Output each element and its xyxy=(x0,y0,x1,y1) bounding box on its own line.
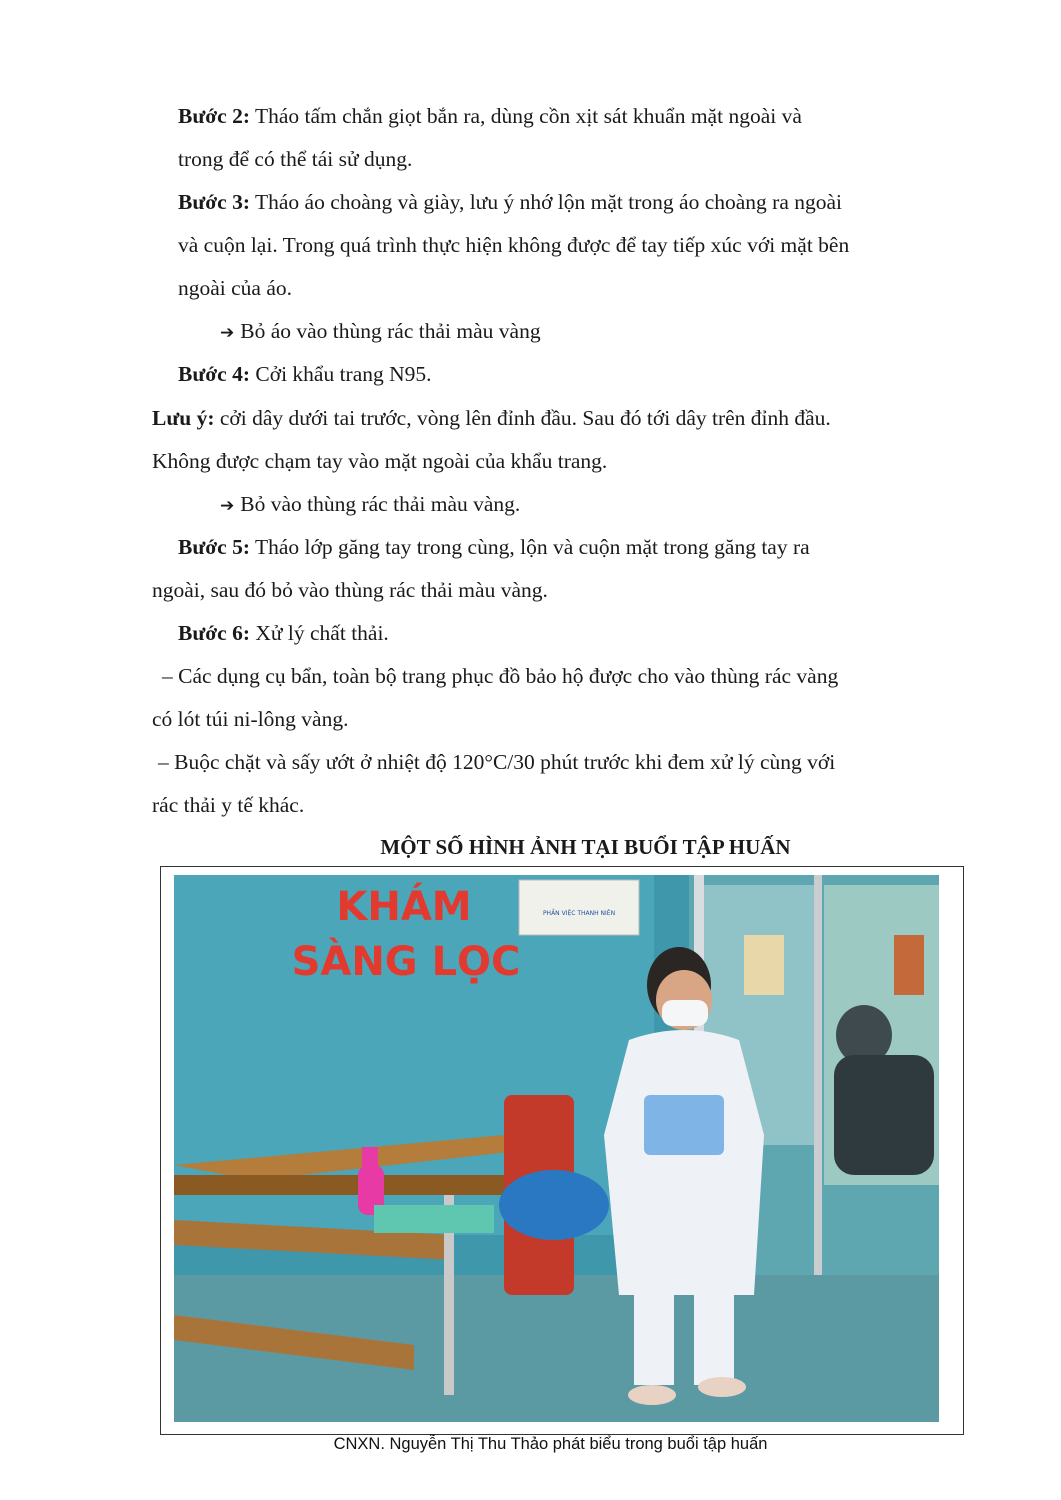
step-label: Bước 3: xyxy=(178,190,250,214)
step-label: Lưu ý: xyxy=(152,406,215,430)
step-text: Tháo lớp găng tay trong cùng, lộn và cuộn mặt trong găng tay ra xyxy=(249,535,810,559)
step-label: Bước 2: xyxy=(178,104,250,128)
training-scene-illustration xyxy=(174,875,939,1422)
training-photo xyxy=(174,875,939,1422)
step-text: và cuộn lại. Trong quá trình thực hiện không được để tay tiếp xúc với mặt bên xyxy=(178,233,850,257)
step-text: ngoài, sau đó bỏ vào thùng rác thải màu vàng. xyxy=(152,578,548,602)
text-line-s3a xyxy=(178,188,842,216)
text-line-s3c xyxy=(178,274,292,302)
step-text: có lót túi ni-lông vàng. xyxy=(152,707,349,731)
step-text: – Các dụng cụ bẩn, toàn bộ trang phục đồ bảo hộ được cho vào thùng rác vàng xyxy=(162,664,839,688)
step-text: cởi dây dưới tai trước, vòng lên đỉnh đầu. Sau đó tới dây trên đỉnh đầu. xyxy=(214,406,831,430)
step-text: – Buộc chặt và sấy ướt ở nhiệt độ 120°C/30 phút trước khi đem xử lý cùng với xyxy=(158,750,836,774)
text-line-s6d xyxy=(158,748,835,776)
step-text: rác thải y tế khác. xyxy=(152,793,305,817)
step-text: Tháo áo choàng và giày, lưu ý nhớ lộn mặt trong áo choàng ra ngoài xyxy=(249,190,843,214)
text-line-s4a xyxy=(178,360,432,388)
text-line-s4d xyxy=(220,490,520,520)
step-text: Xử lý chất thải. xyxy=(249,621,389,645)
text-line-s5b xyxy=(152,576,548,604)
text-line-s3d xyxy=(220,317,541,347)
step-text: Không được chạm tay vào mặt ngoài của khẩu trang. xyxy=(152,449,608,473)
text-line-s3b xyxy=(178,231,849,259)
step-text: Tháo tấm chắn giọt bắn ra, dùng cồn xịt sát khuẩn mặt ngoài và xyxy=(249,104,802,128)
photo-caption: CNXN. Nguyễn Thị Thu Thảo phát biểu trong buổi tập huấn xyxy=(333,1435,768,1453)
text-line-s6c xyxy=(152,705,348,733)
step-label: Bước 6: xyxy=(178,621,250,645)
step-text: Bỏ áo vào thùng rác thải màu vàng xyxy=(240,319,541,343)
section-heading: MỘT SỐ HÌNH ẢNH TẠI BUỔI TẬP HUẤN xyxy=(380,835,791,859)
text-line-s2a xyxy=(178,102,802,130)
text-line-s2b xyxy=(178,145,412,173)
step-text: Bỏ vào thùng rác thải màu vàng. xyxy=(240,492,521,516)
text-line-s5a xyxy=(178,533,810,561)
text-line-s4b xyxy=(152,404,831,432)
step-text: trong để có thể tái sử dụng. xyxy=(178,147,413,171)
sign-text-1: KHÁM xyxy=(336,884,472,930)
step-text: Cởi khẩu trang N95. xyxy=(249,362,432,386)
step-label: Bước 5: xyxy=(178,535,250,559)
step-text: ngoài của áo. xyxy=(178,276,293,300)
text-line-s6a xyxy=(178,619,389,647)
notice-text: PHẦN VIỆC THANH NIÊN xyxy=(542,910,616,917)
step-label: Bước 4: xyxy=(178,362,250,386)
text-line-s6b xyxy=(162,662,838,690)
text-line-s6e xyxy=(152,791,304,819)
sign-text-2: SÀNG LỌC xyxy=(291,939,521,985)
arrow-right-icon: ➔ xyxy=(220,323,235,343)
arrow-right-icon: ➔ xyxy=(220,496,235,516)
text-line-s4c xyxy=(152,447,607,475)
